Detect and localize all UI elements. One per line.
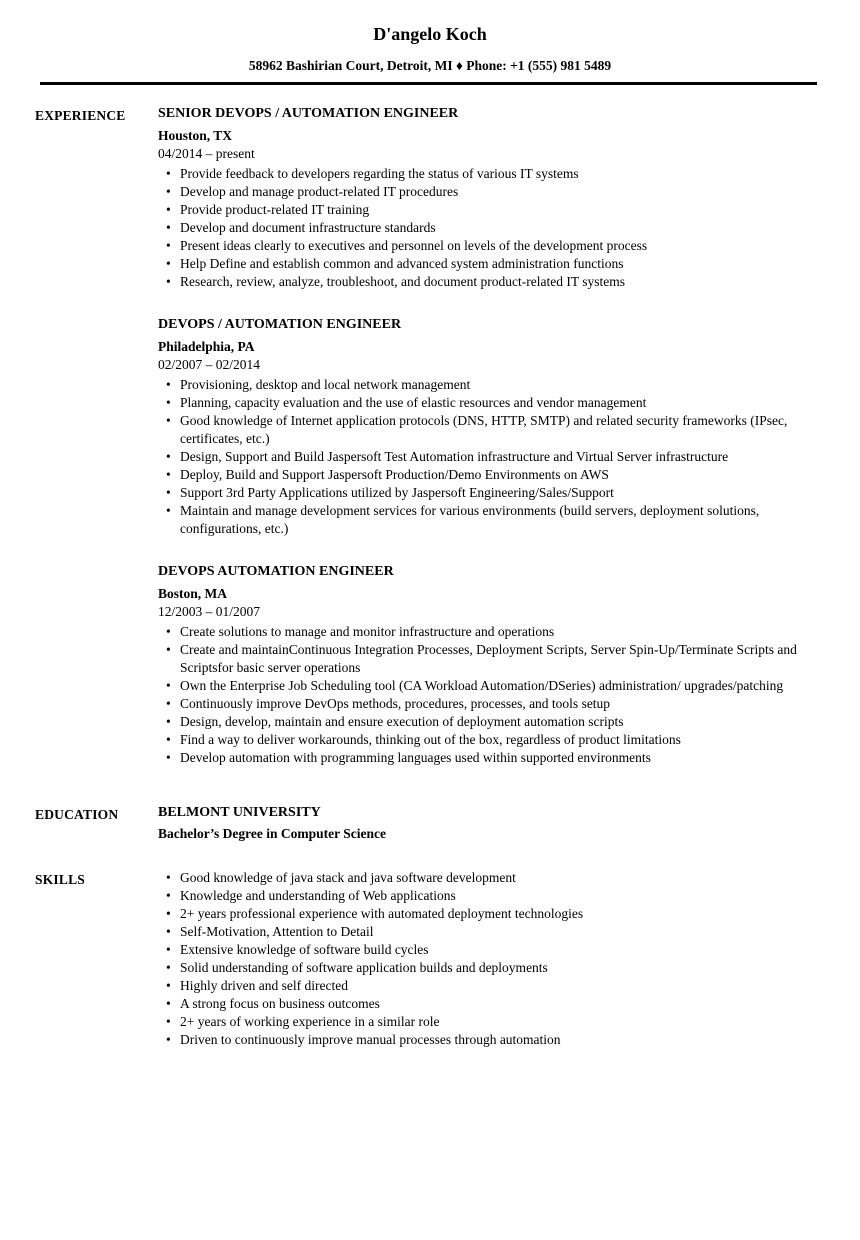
experience-section-label: EXPERIENCE <box>35 108 126 123</box>
skill-bullet-item: • Self-Motivation, Attention to Detail <box>158 923 825 941</box>
job-bullet-item: • Present ideas clearly to executives and personnel on levels of the development process <box>158 237 825 255</box>
education-content <box>158 804 825 842</box>
job-bullet-item: • Provide feedback to developers regarding the status of various IT systems <box>158 165 825 183</box>
job-entry-senior-devops <box>158 105 825 291</box>
job-entry-devops-automation-philadelphia <box>158 316 825 538</box>
skills-bullet-list <box>158 869 825 1049</box>
job-title: DEVOPS / AUTOMATION ENGINEER <box>158 317 402 332</box>
job-bullet-list <box>158 623 825 767</box>
job-bullet-item: • Find a way to deliver workarounds, thinking out of the box, regardless of product limitations <box>158 731 825 749</box>
skill-bullet-item: • Extensive knowledge of software build cycles <box>158 941 825 959</box>
job-bullet-item: • Provisioning, desktop and local network management <box>158 376 825 394</box>
job-dates: 02/2007 – 02/2014 <box>158 357 261 372</box>
job-bullet-item: • Help Define and establish common and advanced system administration functions <box>158 255 825 273</box>
job-location: Boston, MA <box>158 586 228 601</box>
job-bullet-item: • Create and maintainContinuous Integration Processes, Deployment Scripts, Server Spin-Up/Terminate Scripts and Scriptsfor basic server operations <box>158 641 825 677</box>
contact-line: 58962 Bashirian Court, Detroit, MI ♦ Phone: +1 (555) 981 5489 <box>248 58 612 73</box>
experience-content <box>158 105 825 767</box>
job-bullet-item: • Develop automation with programming languages used within supported environments <box>158 749 825 767</box>
skill-bullet-item: • Highly driven and self directed <box>158 977 825 995</box>
job-location: Houston, TX <box>158 128 233 143</box>
job-bullet-item: • Provide product-related IT training <box>158 201 825 219</box>
job-dates: 04/2014 – present <box>158 146 255 161</box>
skill-bullet-item: • 2+ years professional experience with automated deployment technologies <box>158 905 825 923</box>
experience-section <box>35 105 825 767</box>
job-bullet-item: • Maintain and manage development services for various environments (build servers, deployment solutions, configurations, etc.) <box>158 502 825 538</box>
skill-bullet-item: • Good knowledge of java stack and java software development <box>158 869 825 887</box>
job-bullet-item: • Research, review, analyze, troubleshoot, and document product-related IT systems <box>158 273 825 291</box>
skill-bullet-item: • Knowledge and understanding of Web applications <box>158 887 825 905</box>
resume-header <box>35 23 825 85</box>
job-bullet-item: • Support 3rd Party Applications utilized by Jaspersoft Engineering/Sales/Support <box>158 484 825 502</box>
skill-bullet-item: • Driven to continuously improve manual processes through automation <box>158 1031 825 1049</box>
school-name: BELMONT UNIVERSITY <box>158 805 321 820</box>
education-section <box>35 804 825 842</box>
job-title: DEVOPS AUTOMATION ENGINEER <box>158 564 394 579</box>
job-bullet-item: • Own the Enterprise Job Scheduling tool (CA Workload Automation/DSeries) administration/ upgrades/patching <box>158 677 825 695</box>
job-location: Philadelphia, PA <box>158 339 255 354</box>
degree-name: Bachelor’s Degree in Computer Science <box>158 826 386 841</box>
skill-bullet-item: • A strong focus on business outcomes <box>158 995 825 1013</box>
skills-content <box>158 869 825 1049</box>
job-dates: 12/2003 – 01/2007 <box>158 604 261 619</box>
skills-section-label: SKILLS <box>35 872 85 887</box>
job-bullet-item: • Develop and document infrastructure standards <box>158 219 825 237</box>
job-bullet-item: • Design, develop, maintain and ensure execution of deployment automation scripts <box>158 713 825 731</box>
job-bullet-item: • Continuously improve DevOps methods, procedures, processes, and tools setup <box>158 695 825 713</box>
candidate-name: D'angelo Koch <box>373 24 487 44</box>
skill-bullet-item: • 2+ years of working experience in a similar role <box>158 1013 825 1031</box>
job-bullet-item: • Planning, capacity evaluation and the use of elastic resources and vendor management <box>158 394 825 412</box>
job-bullet-item: • Deploy, Build and Support Jaspersoft Production/Demo Environments on AWS <box>158 466 825 484</box>
job-bullet-list <box>158 165 825 291</box>
job-bullet-item: • Develop and manage product-related IT procedures <box>158 183 825 201</box>
skill-bullet-item: • Solid understanding of software application builds and deployments <box>158 959 825 977</box>
education-section-label: EDUCATION <box>35 807 119 822</box>
job-bullet-item: • Create solutions to manage and monitor infrastructure and operations <box>158 623 825 641</box>
job-title: SENIOR DEVOPS / AUTOMATION ENGINEER <box>158 106 459 121</box>
job-bullet-item: • Good knowledge of Internet application protocols (DNS, HTTP, SMTP) and related security frameworks (IPsec, certificates, etc.) <box>158 412 825 448</box>
job-bullet-list <box>158 376 825 538</box>
header-divider <box>40 82 817 85</box>
job-bullet-item: • Design, Support and Build Jaspersoft Test Automation infrastructure and Virtual Server infrastructure <box>158 448 825 466</box>
skills-section <box>35 869 825 1049</box>
job-entry-devops-automation-boston <box>158 563 825 767</box>
